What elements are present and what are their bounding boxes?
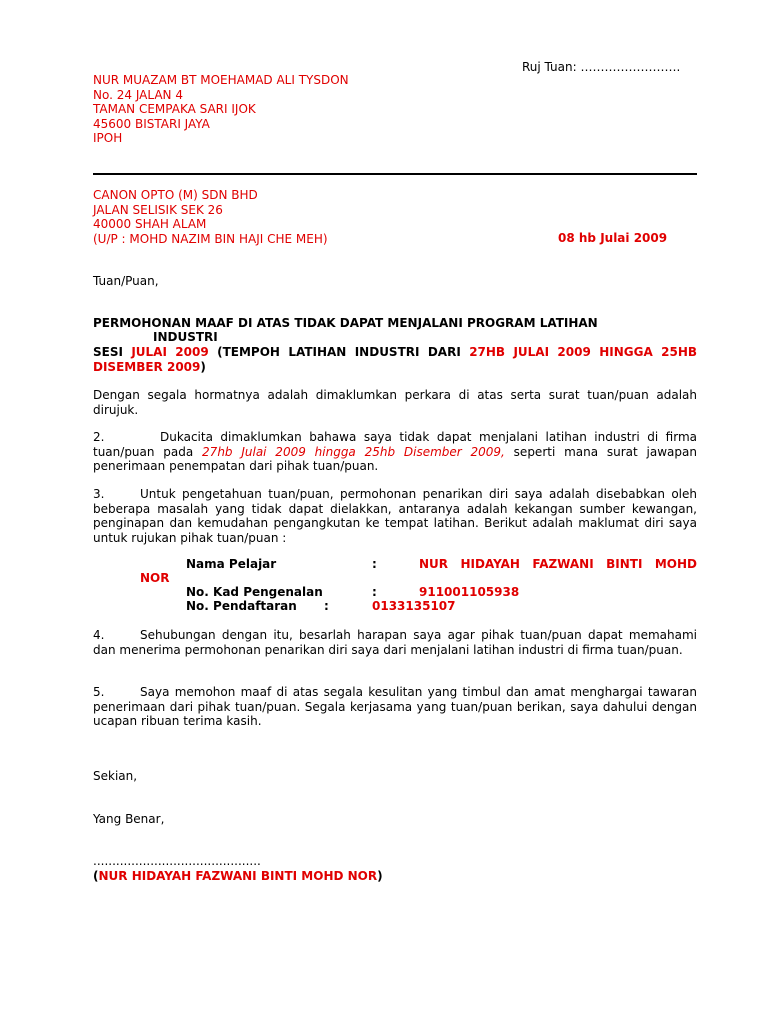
name-value: [419, 557, 697, 571]
subject-sesi-text: SESI: [93, 345, 132, 359]
sender-line: IPOH: [93, 131, 123, 145]
sender-line: TAMAN CEMPAKA SARI IJOK: [93, 102, 256, 116]
paragraph-5-text: Saya memohon maaf di atas segala kesulitan yang timbul dan amat menghargai tawaran penerimaan dari pihak tuan/puan. Segala kerjasama yang tuan/puan berikan, saya dahului dengan ucapan ribuan terima kasih.: [93, 685, 697, 728]
paragraph-number: 3.: [93, 487, 105, 501]
sender-line: No. 24 JALAN 4: [93, 87, 183, 102]
paragraph-4: [93, 628, 697, 657]
subject-close: ): [200, 359, 206, 374]
paragraph-2: [93, 430, 697, 474]
signature-name: NUR HIDAYAH FAZWANI BINTI MOHD NOR: [98, 869, 378, 883]
sender-line: 45600 BISTARI JAYA: [93, 116, 210, 131]
recipient-address: [93, 188, 328, 246]
internship-dates: 27hb Julai 2009 hingga 25hb Disember 2009,: [202, 444, 505, 459]
paragraph-5: [93, 685, 697, 729]
paragraph-number: 4.: [93, 628, 105, 642]
registration-value: 0133135107: [372, 599, 456, 613]
ic-colon: :: [372, 585, 377, 599]
paragraph-3-text: Untuk pengetahuan tuan/puan, permohonan penarikan diri saya adalah disebabkan oleh beberapa masalah yang tidak dapat dielakkan, antaranya adalah kekangan sumber kewangan, penginapan dan kemudahan pengangkutan ke tempat latihan. Berikut adalah maklumat diri saya untuk rujukan pihak tuan/puan :: [93, 487, 697, 545]
ic-value: 911001105938: [419, 585, 520, 599]
sender-line: NUR MUAZAM BT MOEHAMAD ALI TYSDON: [93, 73, 349, 87]
sender-address: [93, 73, 349, 146]
paragraph-2-text: Dukacita dimaklumkan bahawa saya tidak dapat menjalani latihan industri di firma tuan/puan pada: [93, 430, 697, 459]
recipient-line: JALAN SELISIK SEK 26: [93, 202, 223, 217]
signature-paren-open: (: [93, 869, 99, 883]
subject-sesi-value: JULAI 2009: [131, 345, 209, 359]
recipient-line: (U/P : MOHD NAZIM BIN HAJI CHE MEH): [93, 231, 328, 246]
signature-paren-close: ): [377, 869, 383, 883]
registration-colon: :: [324, 599, 329, 613]
paragraph-number: 5.: [93, 685, 105, 699]
paragraph-2-tail: seperti mana surat jawapan penerimaan penempatan dari pihak tuan/puan.: [93, 444, 697, 473]
subject-session: [93, 345, 697, 374]
paragraph-number: 2.: [93, 430, 105, 444]
signature-line: ............................................: [93, 854, 261, 868]
name-value-continued: NOR: [140, 571, 170, 585]
name-label: Nama Pelajar: [186, 557, 277, 571]
name-colon: :: [372, 557, 377, 571]
closing: Sekian,: [93, 769, 138, 783]
signatory-name: [93, 869, 383, 883]
sign-off: Yang Benar,: [93, 812, 165, 826]
salutation: Tuan/Puan,: [93, 274, 159, 288]
divider-line: [93, 173, 697, 175]
paragraph-3: [93, 487, 697, 545]
subject-period-text: (TEMPOH LATIHAN INDUSTRI DARI: [208, 345, 470, 359]
subject-period-dates: 27HB JULAI 2009 HINGGA 25HB DISEMBER 2009: [93, 345, 698, 374]
recipient-line: CANON OPTO (M) SDN BHD: [93, 188, 258, 202]
name-value-text: NUR HIDAYAH FAZWANI BINTI MOHD: [419, 557, 697, 571]
subject-line-2: INDUSTRI: [153, 330, 218, 344]
registration-label: No. Pendaftaran: [186, 599, 297, 613]
paragraph-4-text: Sehubungan dengan itu, besarlah harapan saya agar pihak tuan/puan dapat memahami dan menerima permohonan penarikan diri saya dari menjalani latihan industri di firma tuan/puan.: [93, 628, 697, 657]
reference-line: Ruj Tuan: …………………….: [522, 60, 681, 74]
subject-line-1: PERMOHONAN MAAF DI ATAS TIDAK DAPAT MENJALANI PROGRAM LATIHAN: [93, 316, 598, 330]
letter-date: 08 hb Julai 2009: [558, 231, 668, 245]
recipient-line: 40000 SHAH ALAM: [93, 217, 207, 231]
paragraph-1: Dengan segala hormatnya adalah dimaklumkan perkara di atas serta surat tuan/puan adalah dirujuk.: [93, 388, 697, 417]
ic-label: No. Kad Pengenalan: [186, 585, 323, 599]
